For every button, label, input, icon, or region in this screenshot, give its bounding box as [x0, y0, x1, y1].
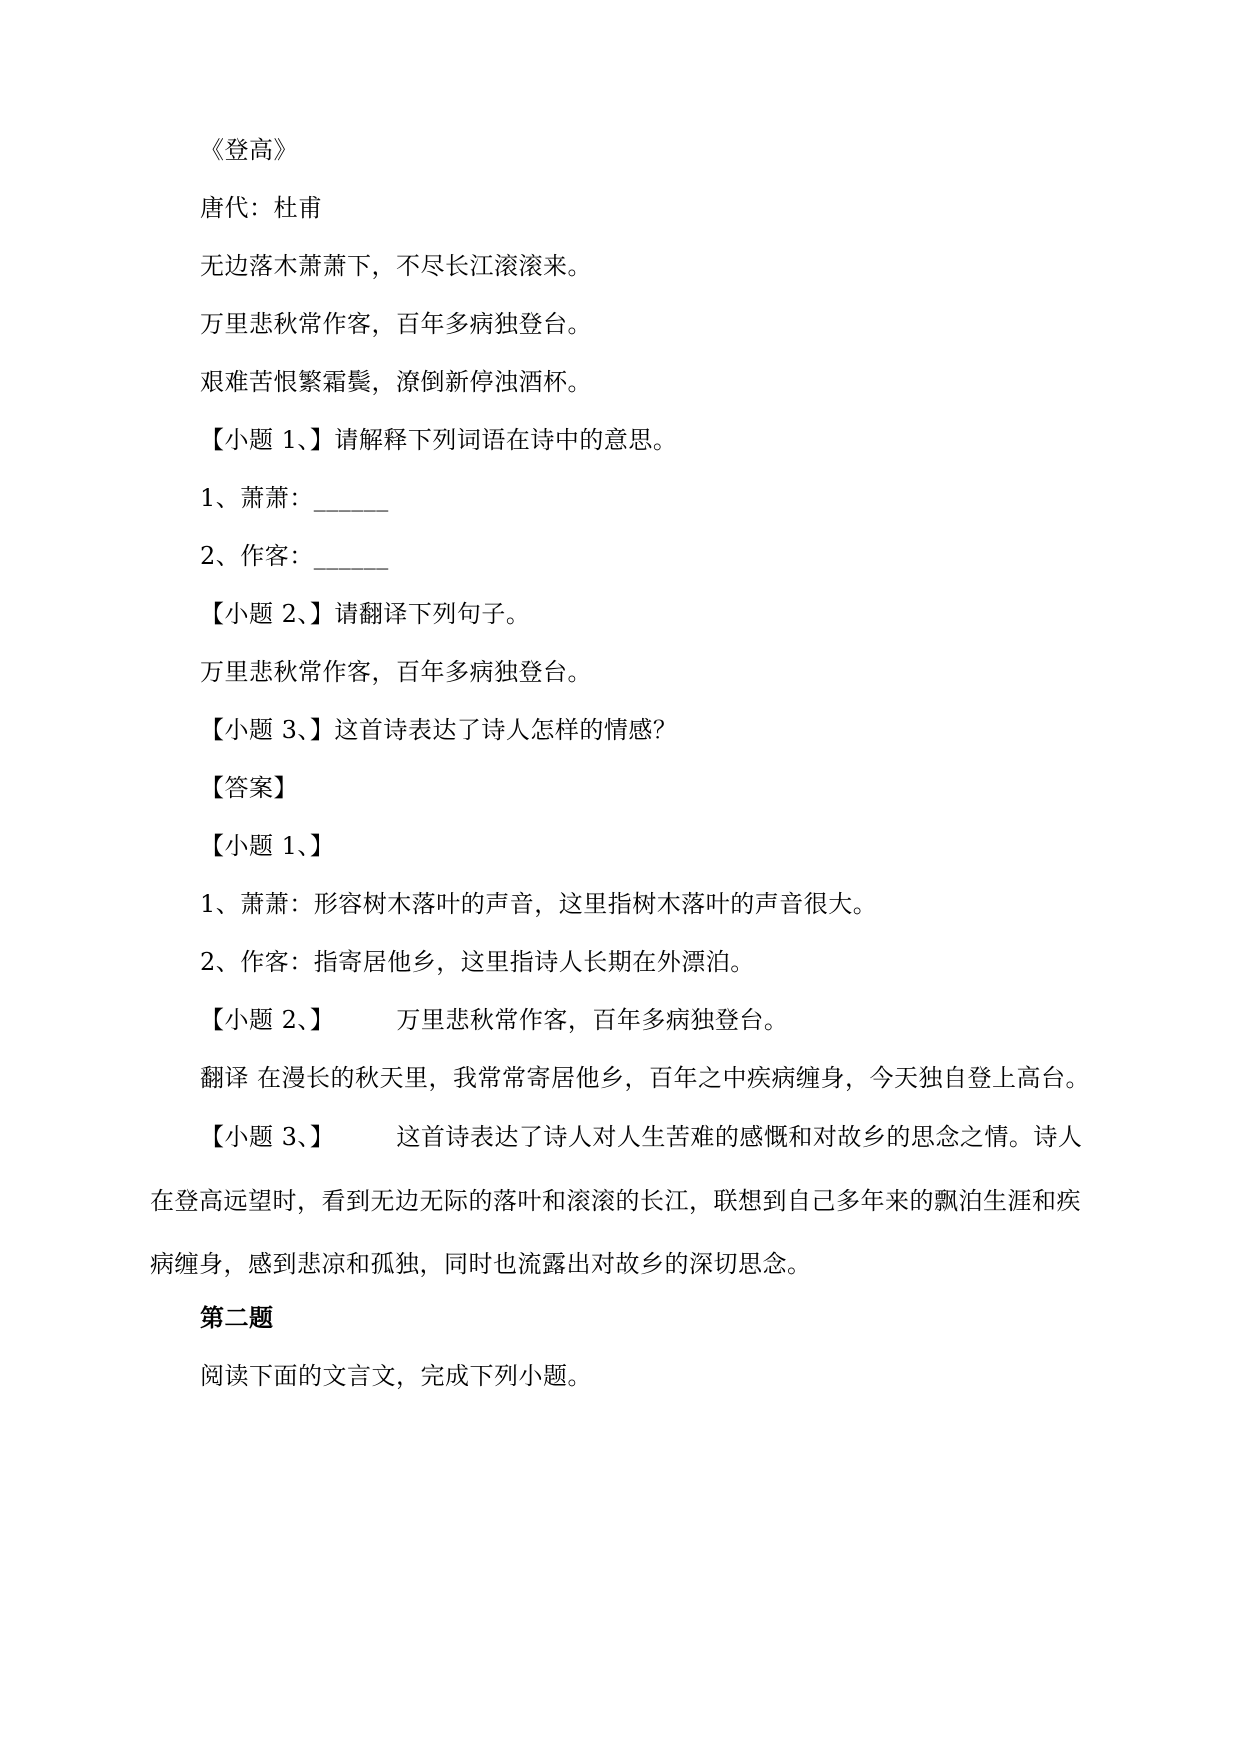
answer-2-sentence: 万里悲秋常作客，百年多病独登台。 [396, 1006, 789, 1034]
poem-title: 《登高》 [200, 136, 298, 164]
answer-1-item-2: 2、作客：指寄居他乡，这里指诗人长期在外漂泊。 [200, 948, 755, 976]
answer-2-translation-text: 在漫长的秋天里，我常常寄居他乡，百年之中疾病缠身，今天独自登上高台。 [257, 1064, 1090, 1092]
answer-heading: 【答案】 [200, 774, 298, 802]
question-2-label: 【小题 2、】 [200, 600, 335, 628]
answer-1-item-1: 1、萧萧：形容树木落叶的声音，这里指树木落叶的声音很大。 [200, 890, 878, 918]
question-1-item-1: 1、萧萧：______ [200, 484, 389, 512]
question-1-item-2: 2、作客：______ [200, 542, 389, 570]
answer-3-text: 这首诗表达了诗人对人生苦难的感慨和对故乡的思念之情。诗人在登高远望时，看到无边无际的落叶和滚滚的长江，联想到自己多年来的飘泊生涯和疾病缠身，感到悲凉和孤独，同时也流露出对故乡的深切思念。 [150, 1123, 1083, 1278]
section-2-heading: 第二题 [200, 1303, 274, 1332]
poem-author: 唐代：杜甫 [200, 194, 323, 222]
poem-line-1: 无边落木萧萧下，不尽长江滚滚来。 [200, 252, 592, 280]
answer-1-label: 【小题 1、】 [200, 832, 335, 860]
question-2 [200, 599, 530, 629]
answer-3 [150, 1106, 1090, 1297]
answer-2-label: 【小题 2、】 [200, 1006, 335, 1034]
answer-2 [200, 1005, 788, 1035]
answer-2-translation [200, 1063, 1090, 1093]
poem-line-3: 艰难苦恨繁霜鬓，潦倒新停浊酒杯。 [200, 368, 592, 396]
answer-2-translation-label: 翻译 [200, 1064, 249, 1092]
question-1 [200, 425, 677, 455]
section-2-instruction: 阅读下面的文言文，完成下列小题。 [200, 1362, 592, 1390]
question-2-sentence: 万里悲秋常作客，百年多病独登台。 [200, 658, 592, 686]
question-1-text: 请解释下列词语在诗中的意思。 [334, 426, 678, 454]
question-2-text: 请翻译下列句子。 [334, 600, 531, 628]
poem-line-2: 万里悲秋常作客，百年多病独登台。 [200, 310, 592, 338]
question-3 [200, 715, 677, 745]
question-1-label: 【小题 1、】 [200, 426, 335, 454]
question-3-label: 【小题 3、】 [200, 716, 335, 744]
answer-3-label: 【小题 3、】 [200, 1123, 335, 1151]
question-3-text: 这首诗表达了诗人怎样的情感？ [334, 716, 678, 744]
